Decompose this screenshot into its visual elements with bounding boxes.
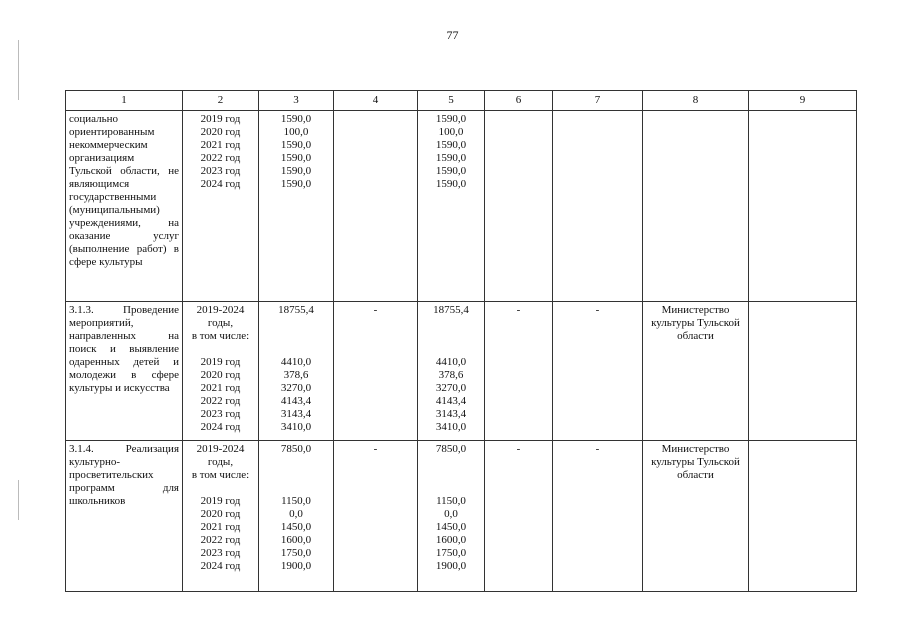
amount-value: 4410,0: [435, 356, 467, 368]
amount-total: 7850,0: [435, 443, 467, 455]
amount-value: 1900,0: [435, 560, 467, 572]
year-label: 2020 год: [200, 126, 241, 138]
col4-cell: -: [334, 441, 418, 592]
col6-cell: [485, 111, 553, 302]
amount-value: 1590,0: [280, 113, 312, 125]
year-label: 2024 год: [200, 421, 241, 433]
period-label: в том числе:: [191, 330, 250, 342]
amount-value: 1600,0: [435, 534, 467, 546]
year-label: 2023 год: [200, 547, 241, 559]
amount-value: 1590,0: [280, 178, 312, 190]
table-row: [66, 441, 857, 592]
years-cell: [183, 302, 259, 441]
measure-name-cell: социально ориентированным некоммерческим организациям Тульской области, не являющимся государственными (муниципальными) учреждениями, на оказание услуг (выполнение работ) в сфере культуры: [66, 111, 183, 302]
amount-value: 4143,4: [280, 395, 312, 407]
amount-total: 18755,4: [278, 304, 314, 316]
amount-total: 7850,0: [280, 443, 312, 455]
period-label: годы,: [207, 456, 234, 468]
amount-value: 4143,4: [435, 395, 467, 407]
col7-cell: -: [553, 441, 643, 592]
col9-cell: [749, 441, 857, 592]
col9-cell: [749, 111, 857, 302]
col7-cell: [553, 111, 643, 302]
amount-value: 1450,0: [435, 521, 467, 533]
measure-name-cell: 3.1.4. Реализация культурно-просветительских программ для школьников: [66, 441, 183, 592]
amount-value: 1590,0: [435, 113, 467, 125]
amount-value: 1590,0: [280, 152, 312, 164]
header-cell: 8: [643, 91, 749, 111]
col6-cell: -: [485, 441, 553, 592]
amount-value: 100,0: [283, 126, 309, 138]
amount-value: 0,0: [289, 508, 303, 520]
amount-total: 18755,4: [433, 304, 469, 316]
period-label: годы,: [207, 317, 234, 329]
amount-value: 378,6: [438, 369, 464, 381]
col4-cell: -: [334, 302, 418, 441]
scan-mark: [18, 40, 19, 100]
header-cell: 2: [183, 91, 259, 111]
year-label: 2024 год: [200, 178, 241, 190]
amount-value: 4410,0: [280, 356, 312, 368]
amount-value: 1590,0: [280, 165, 312, 177]
amount-value: 1900,0: [280, 560, 312, 572]
col6-cell: -: [485, 302, 553, 441]
amount-value: 1590,0: [280, 139, 312, 151]
year-label: 2022 год: [200, 534, 241, 546]
table-header-row: [66, 91, 857, 111]
total-amount-cell: [259, 111, 334, 302]
year-label: 2022 год: [200, 395, 241, 407]
year-label: 2019 год: [200, 356, 241, 368]
amount-value: 1590,0: [435, 152, 467, 164]
amount-value: 1150,0: [281, 495, 311, 507]
total-amount-cell: [259, 441, 334, 592]
col9-cell: [749, 302, 857, 441]
years-cell: [183, 111, 259, 302]
header-cell: 5: [418, 91, 485, 111]
amount-value: 1590,0: [435, 139, 467, 151]
total-amount-cell: [259, 302, 334, 441]
executor-cell: Министерство культуры Тульской области: [643, 441, 749, 592]
page-number: 77: [446, 28, 459, 42]
amount-value: 3143,4: [280, 408, 312, 420]
col4-cell: [334, 111, 418, 302]
amount-value: 1750,0: [280, 547, 312, 559]
col7-cell: -: [553, 302, 643, 441]
scan-mark: [18, 480, 19, 520]
years-cell: [183, 441, 259, 592]
header-cell: 4: [334, 91, 418, 111]
executor-cell: Министерство культуры Тульской области: [643, 302, 749, 441]
year-label: 2021 год: [200, 382, 241, 394]
amount-value: 1750,0: [435, 547, 467, 559]
year-label: 2021 год: [200, 521, 241, 533]
period-label: 2019-2024: [196, 443, 245, 455]
budget-table: [65, 90, 857, 592]
amount-value: 100,0: [438, 126, 464, 138]
year-label: 2022 год: [200, 152, 241, 164]
amount-value: 3143,4: [435, 408, 467, 420]
year-label: 2020 год: [200, 369, 241, 381]
regional-budget-cell: [418, 441, 485, 592]
amount-value: 1590,0: [435, 178, 467, 190]
period-label: в том числе:: [191, 469, 250, 481]
amount-value: 3270,0: [435, 382, 467, 394]
header-cell: 6: [485, 91, 553, 111]
executor-cell: [643, 111, 749, 302]
year-label: 2023 год: [200, 165, 241, 177]
year-label: 2023 год: [200, 408, 241, 420]
period-label: 2019-2024: [196, 304, 245, 316]
amount-value: 3410,0: [280, 421, 312, 433]
amount-value: 3270,0: [280, 382, 312, 394]
year-label: 2020 год: [200, 508, 241, 520]
header-cell: 3: [259, 91, 334, 111]
amount-value: 0,0: [444, 508, 458, 520]
measure-name-cell: 3.1.3. Проведение мероприятий, направленных на поиск и выявление одаренных детей и молодежи в сфере культуры и искусства: [66, 302, 183, 441]
amount-value: 1450,0: [280, 521, 312, 533]
year-label: 2021 год: [200, 139, 241, 151]
amount-value: 3410,0: [435, 421, 467, 433]
year-label: 2024 год: [200, 560, 241, 572]
table-row: [66, 302, 857, 441]
regional-budget-cell: [418, 302, 485, 441]
regional-budget-cell: [418, 111, 485, 302]
year-label: 2019 год: [200, 113, 241, 125]
year-label: 2019 год: [200, 495, 241, 507]
header-cell: 7: [553, 91, 643, 111]
amount-value: 1150,0: [436, 495, 466, 507]
amount-value: 1590,0: [435, 165, 467, 177]
header-cell: 9: [749, 91, 857, 111]
amount-value: 1600,0: [280, 534, 312, 546]
amount-value: 378,6: [283, 369, 309, 381]
table-row: [66, 111, 857, 302]
header-cell: 1: [66, 91, 183, 111]
